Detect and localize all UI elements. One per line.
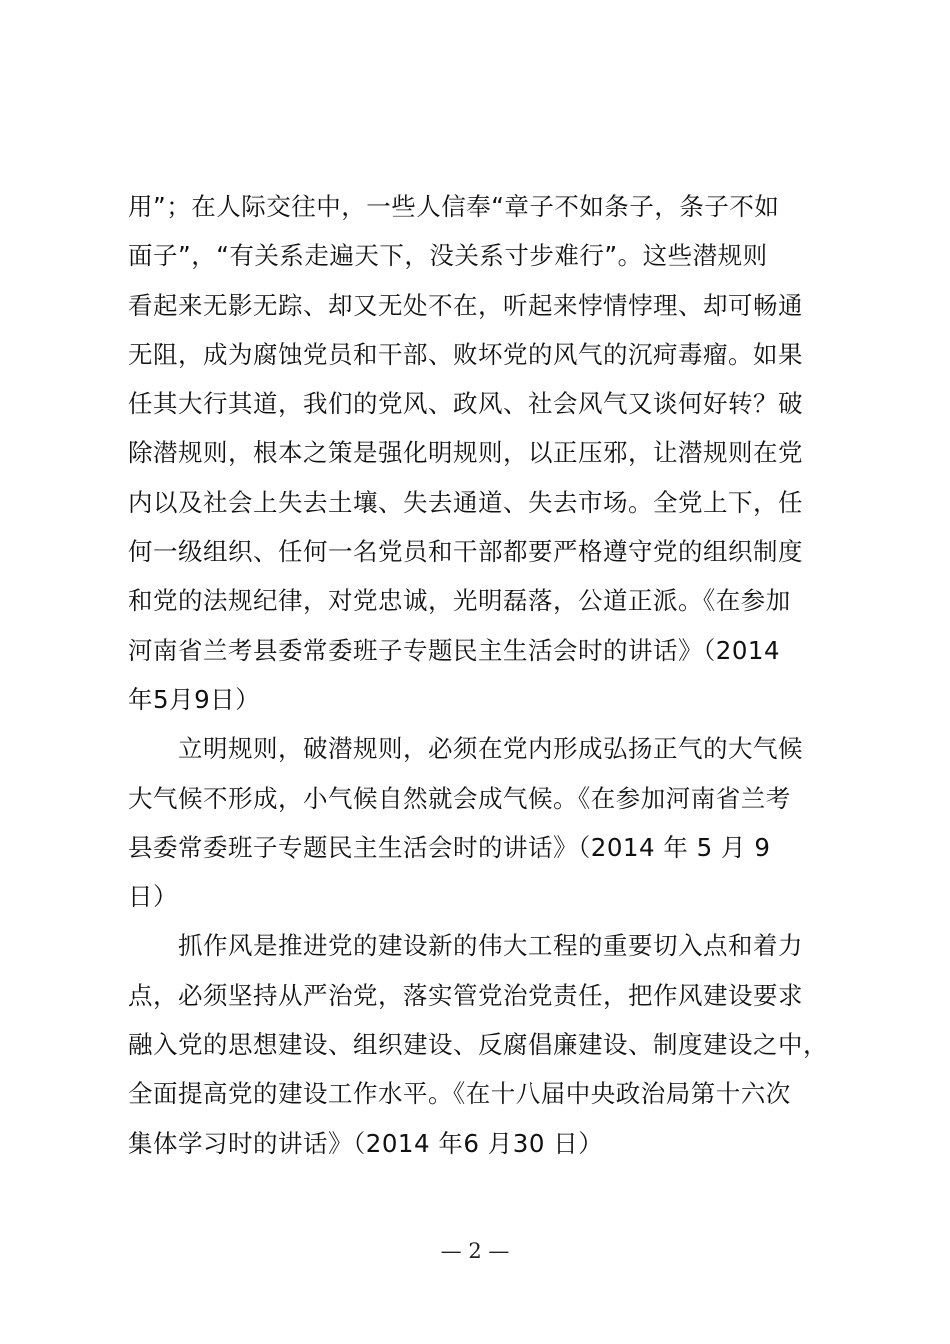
text-line: 面子”，“有关系走遍天下，没关系寸步难行”。这些潜规则 <box>128 241 768 271</box>
text-line: 集体学习时的讲话》（2014 年6 月30 日） <box>128 1128 604 1158</box>
text-line: 看起来无影无踪、却又无处不在，听起来悖情悖理、却可畅通 <box>128 290 803 320</box>
text-line: 年5月9日） <box>128 684 261 714</box>
text-line: 大气候不形成，小气候自然就会成气候。《在参加河南省兰考 <box>128 783 791 813</box>
text-line: 除潜规则，根本之策是强化明规则，以正压邪，让潜规则在党 <box>128 438 803 468</box>
text-line: 用”；在人际交往中，一些人信奉“章子不如条子，条子不如 <box>128 192 780 221</box>
text-line: 和党的法规纪律，对党忠诚，光明磊落，公道正派。《在参加 <box>128 586 791 616</box>
text-line: 日） <box>128 882 178 912</box>
paragraph-start-line: 立明规则，破潜规则，必须在党内形成弘扬正气的大气候 <box>178 734 803 764</box>
text-line: 县委常委班子专题民主生活会时的讲话》（2014 年 5 月 9 <box>128 832 771 862</box>
text-line: 点，必须坚持从严治党，落实管党治党责任，把作风建设要求 <box>128 980 803 1010</box>
paragraph-start-line: 抓作风是推进党的建设新的伟大工程的重要切入点和着力 <box>178 931 803 961</box>
page-number: — 2 — <box>440 1239 510 1263</box>
body-text <box>128 182 840 1168</box>
text-line: 河南省兰考县委常委班子专题民主生活会时的讲话》（2014 <box>128 635 781 665</box>
text-line: 何一级组织、任何一名党员和干部都要严格遵守党的组织制度 <box>128 537 803 567</box>
text-line: 无阻，成为腐蚀党员和干部、败坏党的风气的沉疴毒瘤。如果 <box>128 339 803 369</box>
text-line: 任其大行其道，我们的党风、政风、社会风气又谈何好转？破 <box>128 389 803 419</box>
text-line: 全面提高党的建设工作水平。《在十八届中央政治局第十六次 <box>128 1079 791 1109</box>
text-line: 内以及社会上失去土壤、失去通道、失去市场。全党上下，任 <box>128 487 803 517</box>
text-line: 融入党的思想建设、组织建设、反腐倡廉建设、制度建设之中， <box>128 1030 828 1060</box>
